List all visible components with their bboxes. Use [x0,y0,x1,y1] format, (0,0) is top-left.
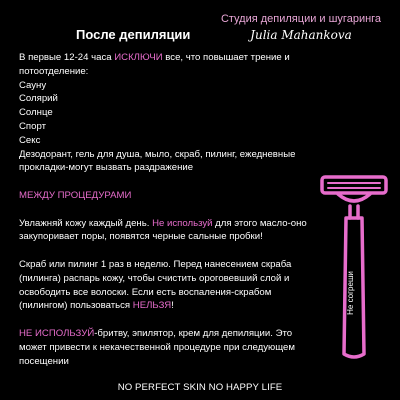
razor-icon [318,172,390,362]
razor-note-post: -бритву, эпилятор, крем для депиляции. Это может привести к некачественной процедуре при следующем посещении [19,327,295,367]
footer-slogan: NO PERFECT SKIN NO HAPPY LIFE [117,382,283,393]
list-item: Солярий [19,93,58,105]
intro-highlight: ИСКЛЮЧИ [114,52,163,63]
scrub-highlight: НЕЛЬЗЯ [132,300,172,312]
intro-post: все, что повышает трение и потоотделение: [19,52,290,77]
list-item: Спорт [19,120,46,132]
brand-block [216,13,386,43]
warning-paragraph: Дезодорант, гель для душа, мыло, скраб, пилинг, ежедневные прокладки-могут вызвать раздражение [19,148,296,174]
brand-studio: Студия депиляции и шугаринга [220,13,382,25]
scrub-post: ! [171,300,174,312]
content [19,51,311,368]
razor-label: Не согреши [346,271,355,315]
moisturize-paragraph [19,217,311,245]
intro-paragraph [19,51,311,79]
page-title: После депиляции [76,27,191,42]
scrub-pre: Скраб или пилинг 1 раз в неделю. Перед нанесением скраба (пилинга) распарь кожу, чтобы счистить ороговевший слой и освободить все волоски. Если есть воспаления-скрабом (пилингом) пользоваться [19,258,292,312]
moisturize-highlight: Не используй [152,217,213,229]
razor-note-paragraph [19,327,311,368]
list-item: Секс [19,134,41,146]
scrub-paragraph [19,258,311,313]
section-title: МЕЖДУ ПРОЦЕДУРАМИ [19,189,132,201]
list-item: Солнце [19,107,53,119]
moisturize-post: для этого масло-оно закупоривает поры, появятся черные сальные пробки! [19,217,307,243]
intro-pre: В первые 12-24 часа [19,52,115,63]
moisturize-pre: Увлажняй кожу каждый день. [19,217,153,229]
razor-note-highlight: НЕ ИСПОЛЬЗУЙ [19,327,95,339]
list-item: Сауну [19,79,47,91]
brand-name: Julia Mahankova [250,28,352,42]
